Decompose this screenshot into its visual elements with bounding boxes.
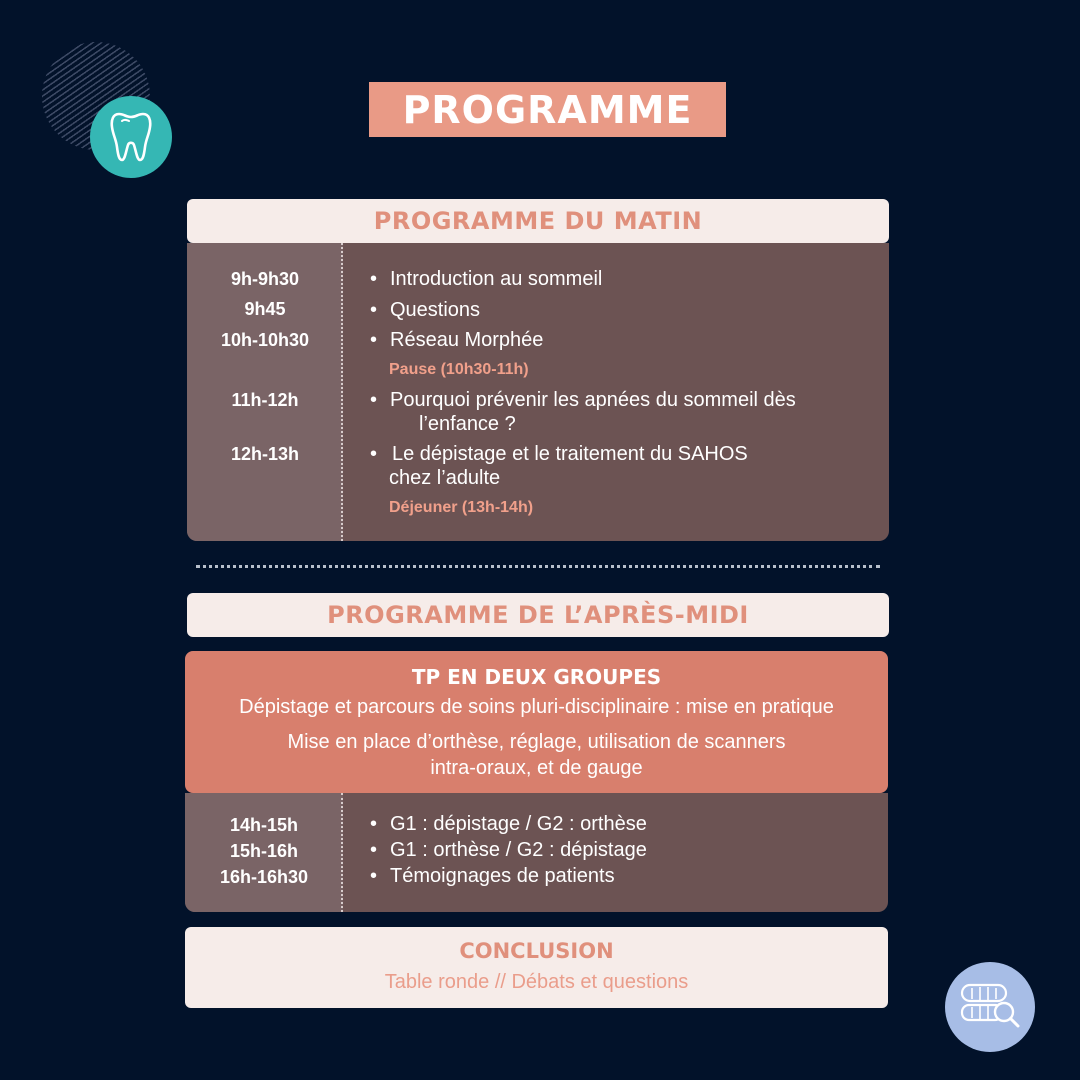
morning-schedule [187, 243, 889, 541]
time-slot: 11h-12h [231, 390, 299, 410]
time-slot: 9h-9h30 [230, 269, 300, 289]
time-slot: 9h45 [244, 299, 286, 319]
tooth-icon [90, 96, 172, 178]
tp-description: Mise en place d’orthèse, réglage, utilisation de scanners [287, 731, 786, 753]
agenda-item: • Témoignages de patients [370, 865, 615, 887]
tp-description: Dépistage et parcours de soins pluri-disciplinaire : mise en pratique [239, 696, 834, 718]
time-slot: 16h-16h30 [219, 867, 309, 887]
afternoon-schedule [185, 793, 888, 912]
dental-scan-icon [945, 962, 1035, 1052]
agenda-item: • Réseau Morphée [370, 329, 544, 351]
agenda-item-continued: chez l’adulte [389, 467, 501, 489]
conclusion-box [185, 927, 888, 1008]
agenda-item: • Le dépistage et le traitement du SAHOS [370, 443, 748, 465]
afternoon-header: PROGRAMME DE L’APRÈS-MIDI [187, 593, 889, 637]
time-slot: 10h-10h30 [220, 330, 310, 350]
agenda-item: • Introduction au sommeil [370, 268, 603, 290]
conclusion-title: CONCLUSION [459, 939, 614, 963]
lunch-note: Déjeuner (13h-14h) [389, 499, 534, 516]
time-slot: 12h-13h [230, 444, 300, 464]
time-slot: 14h-15h [229, 815, 299, 835]
agenda-item: • G1 : dépistage / G2 : orthèse [370, 813, 647, 835]
page-title: PROGRAMME [369, 82, 726, 137]
section-divider [196, 565, 880, 568]
tp-box [185, 651, 888, 793]
pause-note: Pause (10h30-11h) [389, 361, 529, 378]
morning-header: PROGRAMME DU MATIN [187, 199, 889, 243]
conclusion-subtitle: Table ronde // Débats et questions [384, 971, 689, 993]
agenda-item: • G1 : orthèse / G2 : dépistage [370, 839, 647, 861]
agenda-item: • Pourquoi prévenir les apnées du sommeil dès [370, 389, 796, 411]
tp-description: intra-oraux, et de gauge [430, 757, 643, 779]
tp-title: TP EN DEUX GROUPES [411, 665, 662, 689]
agenda-item-continued: l’enfance ? [419, 413, 516, 435]
time-slot: 15h-16h [229, 841, 299, 861]
agenda-item: • Questions [370, 299, 481, 321]
